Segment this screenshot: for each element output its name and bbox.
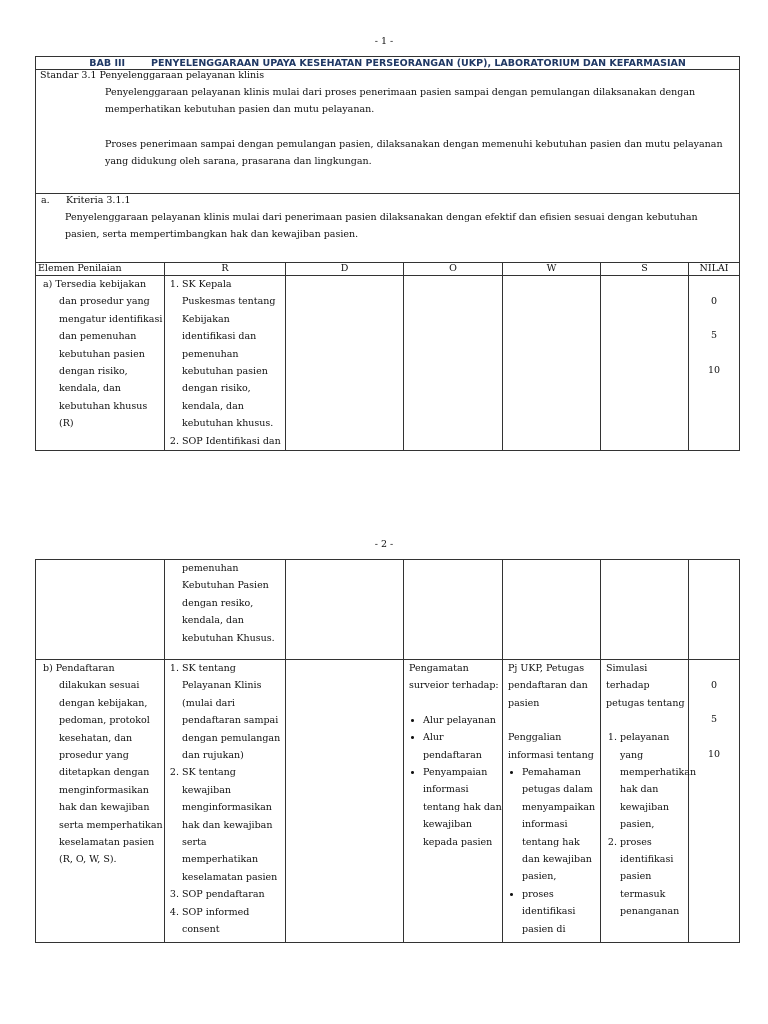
- header-r: R: [165, 263, 286, 276]
- page-number: - 2 -: [374, 539, 394, 550]
- nilai-value: 5: [710, 714, 718, 726]
- criteria-letter: a.: [41, 195, 50, 206]
- observation-intro: Pengamatan surveior terhadap:: [409, 663, 499, 692]
- list-item: 1. SK Kepala Puskesmas tentang Kebijakan identifikasi dan pemenuhan kebutuhan pasien dengan risiko, kendala, dan kebutuhan khusus.: [182, 276, 285, 433]
- o-cell: [404, 660, 503, 943]
- table-row: [36, 560, 740, 660]
- list-item: • Alur pelayanan: [423, 712, 502, 729]
- criteria-section: [36, 194, 740, 263]
- table-row: [36, 660, 740, 943]
- list-item: 2. SOP Identifikasi dan: [182, 433, 285, 450]
- nilai-value: 5: [711, 330, 718, 342]
- chapter-title: PENYELENGGARAAN UPAYA KESEHATAN PERSEORANGAN (UKP), LABORATORIUM DAN KEFARMASIAN: [151, 58, 686, 69]
- simulation-intro: Simulasi terhadap petugas tentang: [606, 663, 685, 709]
- table-header-row: [36, 263, 740, 276]
- nilai-cell: [689, 276, 740, 451]
- header-s: S: [601, 263, 689, 276]
- standard-paragraph-1: Penyelenggaraan pelayanan klinis mulai dari proses penerimaan pasien sampai dengan pemulangan dilaksanakan dengan memperhatikan kebutuhan pasien dan mutu pelayanan.: [105, 87, 696, 116]
- criteria-label: Kriteria 3.1.1: [66, 195, 131, 206]
- chapter-number: BAB III: [89, 58, 126, 69]
- standard-paragraph-2: Proses penerimaan sampai dengan pemulangan pasien, dilaksanakan dengan memenuhi kebutuhan pasien dan mutu pelayanan yang didukung oleh sarana, prasarana dan lingkungan.: [105, 138, 723, 168]
- criteria-text: Penyelenggaraan pelayanan klinis mulai dari penerimaan pasien dilaksanakan dengan efektif dan efisien sesuai dengan kebutuhan pasien, serta mempertimbangkan hak dan kewajiban pasien.: [65, 212, 698, 241]
- list-item: 3. SOP pendaftaran: [182, 886, 285, 903]
- nilai-value: 10: [707, 748, 721, 760]
- interview-list: [508, 764, 600, 938]
- nilai-cell: [689, 660, 740, 943]
- nilai-value: 0: [710, 680, 718, 691]
- interview-intro: Pj UKP, Petugas pendaftaran dan pasien: [508, 663, 588, 709]
- list-item: • Penyampaian informasi tentang hak dan kewajiban kepada pasien: [423, 764, 502, 851]
- list-item: 1. SK tentang Pelayanan Klinis (mulai dari pendaftaran sampai dengan pemulangan dan rujukan): [182, 660, 285, 764]
- assessment-table-page-1: [35, 56, 740, 451]
- page-number: - 1 -: [374, 36, 394, 47]
- s-cell: [601, 276, 689, 451]
- header-nilai: NILAI: [689, 263, 740, 276]
- s-cell: [601, 660, 697, 943]
- header-d: D: [286, 263, 404, 276]
- w-cell: [503, 660, 601, 943]
- header-w: W: [503, 263, 601, 276]
- elemen-penilaian-b: b) Pendaftaran dilakukan sesuai dengan kebijakan, pedoman, protokol kesehatan, dan prosedur yang ditetapkan dengan menginformasikan hak dan kewajiban serta memperhatikan keselamatan pasien (R, O, W, S).: [43, 663, 163, 866]
- list-item: 2. proses identifikasi pasien termasuk penanganan: [620, 834, 688, 921]
- table-row: [36, 276, 740, 451]
- simulation-list: [606, 729, 697, 920]
- nilai-value: 0: [711, 296, 718, 307]
- list-item: • Alur pendaftaran: [423, 729, 502, 764]
- o-cell: [404, 276, 503, 451]
- list-item: • proses identifikasi pasien di: [522, 886, 600, 938]
- elemen-penilaian-a: a) Tersedia kebijakan dan prosedur yang mengatur identifikasi dan pemenuhan kebutuhan pasien dengan risiko, kendala, dan kebutuhan khusus (R): [43, 279, 163, 430]
- standard-section: [36, 70, 740, 194]
- chapter-banner: [36, 57, 740, 70]
- regulation-list: [165, 276, 285, 450]
- list-item: • Pemahaman petugas dalam menyampaikan informasi tentang hak dan kewajiban pasien,: [522, 764, 600, 886]
- interview-intro-2: Penggalian informasi tentang: [508, 732, 594, 761]
- d-cell: [286, 276, 404, 451]
- w-cell: [503, 276, 601, 451]
- observation-list: [409, 712, 502, 851]
- header-o: O: [404, 263, 503, 276]
- regulation-list: [165, 660, 285, 939]
- list-item: 2. SK tentang kewajiban menginformasikan hak dan kewajiban serta memperhatikan keselamatan pasien: [182, 764, 285, 886]
- list-item: 1. pelayanan yang memperhatikan hak dan kewajiban pasien,: [620, 729, 688, 833]
- standard-label: Standar 3.1 Penyelenggaraan pelayanan klinis: [40, 70, 265, 81]
- assessment-table-page-2: [35, 559, 740, 943]
- list-item: 4. SOP informed consent: [182, 904, 285, 939]
- nilai-value: 10: [708, 364, 721, 376]
- header-elemen: Elemen Penilaian: [36, 263, 165, 276]
- d-cell: [286, 660, 404, 943]
- regulation-continuation: pemenuhan Kebutuhan Pasien dengan resiko, kendala, dan kebutuhan Khusus.: [182, 563, 275, 644]
